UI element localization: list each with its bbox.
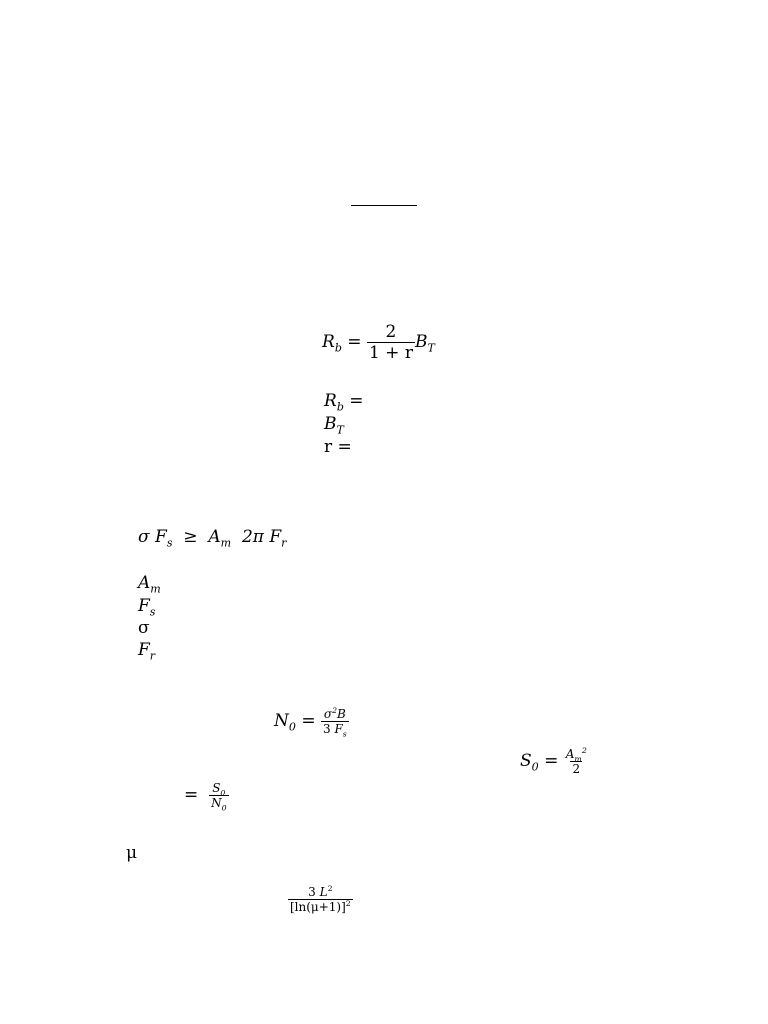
equation-mu-law [288, 885, 353, 914]
eq-rb-lhs: $R_b$ [322, 332, 342, 355]
mu-label: μ [126, 843, 138, 863]
sym-def-fr: $F_r$ [138, 640, 156, 663]
eq-snr-fraction: $\frac{S_0}{N_0}$ [211, 781, 227, 813]
eq-rb-rhs: $B_T$ [414, 332, 435, 355]
divider-line [351, 205, 417, 206]
equation-n0: $N_0$ = $\frac{\sigma^2B}{3 F_s}$ [274, 706, 347, 739]
eq-rb-numerator: 2 [385, 322, 397, 342]
eq-rb-equals: = [347, 332, 362, 352]
equation-snr: = $\frac{S_0}{N_0}$ [184, 781, 227, 813]
rb-def-line-2: $B_T$ [324, 414, 344, 437]
equation-s0: $S_0$ = $\frac{A_m^2}{2}$ [520, 746, 587, 776]
sym-def-sigma: σ [138, 618, 150, 638]
eq-rb-fraction [367, 322, 415, 363]
eq-rb-denominator: 1 + r [368, 343, 413, 363]
inequality: σ $F_s \ge A_m$ 2π $F_r$ [138, 527, 287, 550]
eq-s0-fraction: $\frac{A_m^2}{2}$ [565, 746, 587, 776]
eq-n0-fraction: $\frac{\sigma^2B}{3 F_s}$ [322, 706, 347, 739]
eq-mu-fraction: $\frac{3 L^2}{[\ln(\mu+1)]^2}$ [290, 884, 351, 914]
sym-def-fs: $F_s$ [138, 596, 156, 619]
rb-def-line-3: r = [324, 437, 352, 457]
equation-rb [322, 322, 435, 363]
rb-def-line-1: $R_b$ = [324, 391, 364, 414]
sym-def-am: $A_m$ [138, 573, 161, 596]
